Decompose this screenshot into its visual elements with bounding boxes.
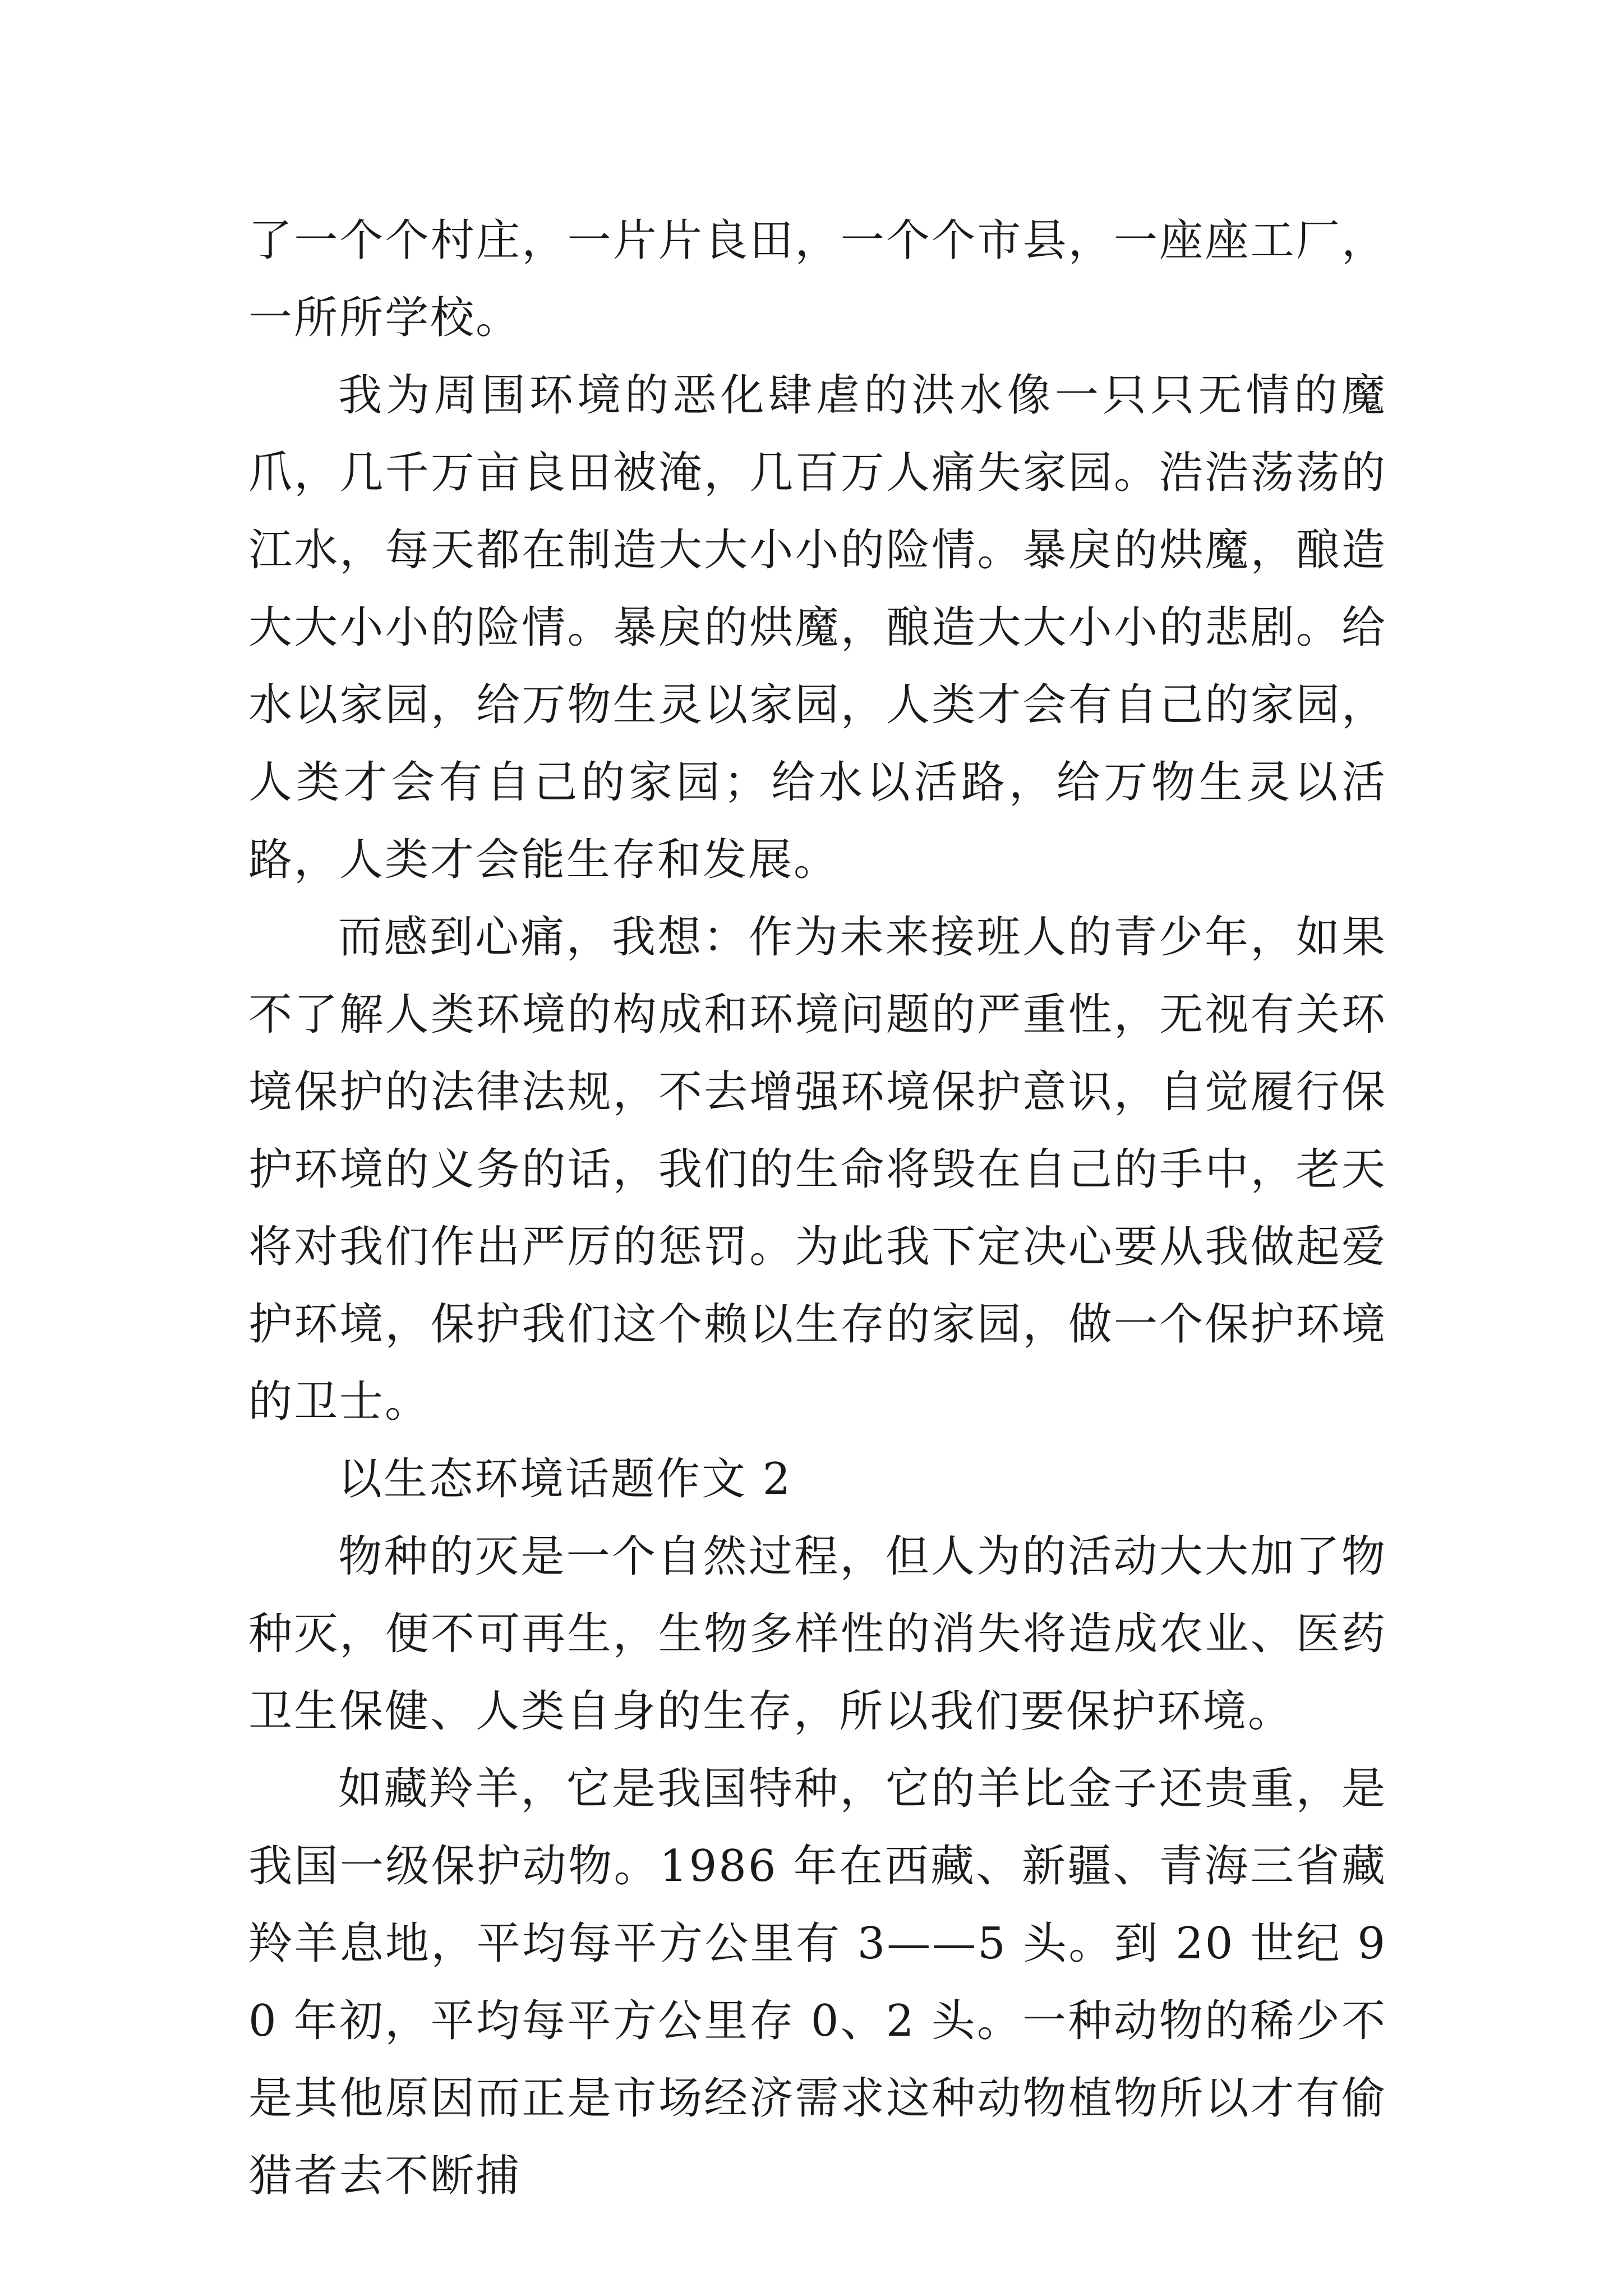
paragraph-3: 而感到心痛，我想：作为未来接班人的青少年，如果不了解人类环境的构成和环境问题的严重性，无视有关环境保护的法律法规，不去增强环境保护意识，自觉履行保护环境的义务的话，我们的生命将毁在自己的手中，老天将对我们作出严厉的惩罚。为此我下定决心要从我做起爱护环境，保护我们这个赖以生存的家园，做一个保护环境的卫士。 xyxy=(248,912,1387,1427)
section-heading: 以生态环境话题作文 2 xyxy=(338,1454,792,1504)
paragraph-5: 如藏羚羊，它是我国特种，它的羊比金子还贵重，是我国一级保护动物。1986 年在西藏、新疆、青海三省藏羚羊息地，平均每平方公里有 3——5 头。到 20 世纪 90 年初，平均每平方公里存 0、2 头。一种动物的稀少不是其他原因而正是市场经济需求这种动物植物所以才有偷猎者去不断捕 xyxy=(248,1764,1387,2201)
paragraph-2: 我为周围环境的恶化肆虐的洪水像一只只无情的魔爪，几千万亩良田被淹，几百万人痛失家园。浩浩荡荡的江水，每天都在制造大大小小的险情。暴戾的烘魔，酿造大大小小的险情。暴戾的烘魔，酿造大大小小的悲剧。给水以家园，给万物生灵以家园，人类才会有自己的家园，人类才会有自己的家园；给水以活路，给万物生灵以活路，人类才会能生存和发展。 xyxy=(248,370,1387,885)
paragraph-1: 了一个个村庄，一片片良田，一个个市县，一座座工厂，一所所学校。 xyxy=(248,215,1387,343)
document-body xyxy=(248,202,1387,2215)
paragraph-4: 物种的灭是一个自然过程，但人为的活动大大加了物种灭，便不可再生，生物多样性的消失将造成农业、医药卫生保健、人类自身的生存，所以我们要保护环境。 xyxy=(248,1531,1387,1737)
